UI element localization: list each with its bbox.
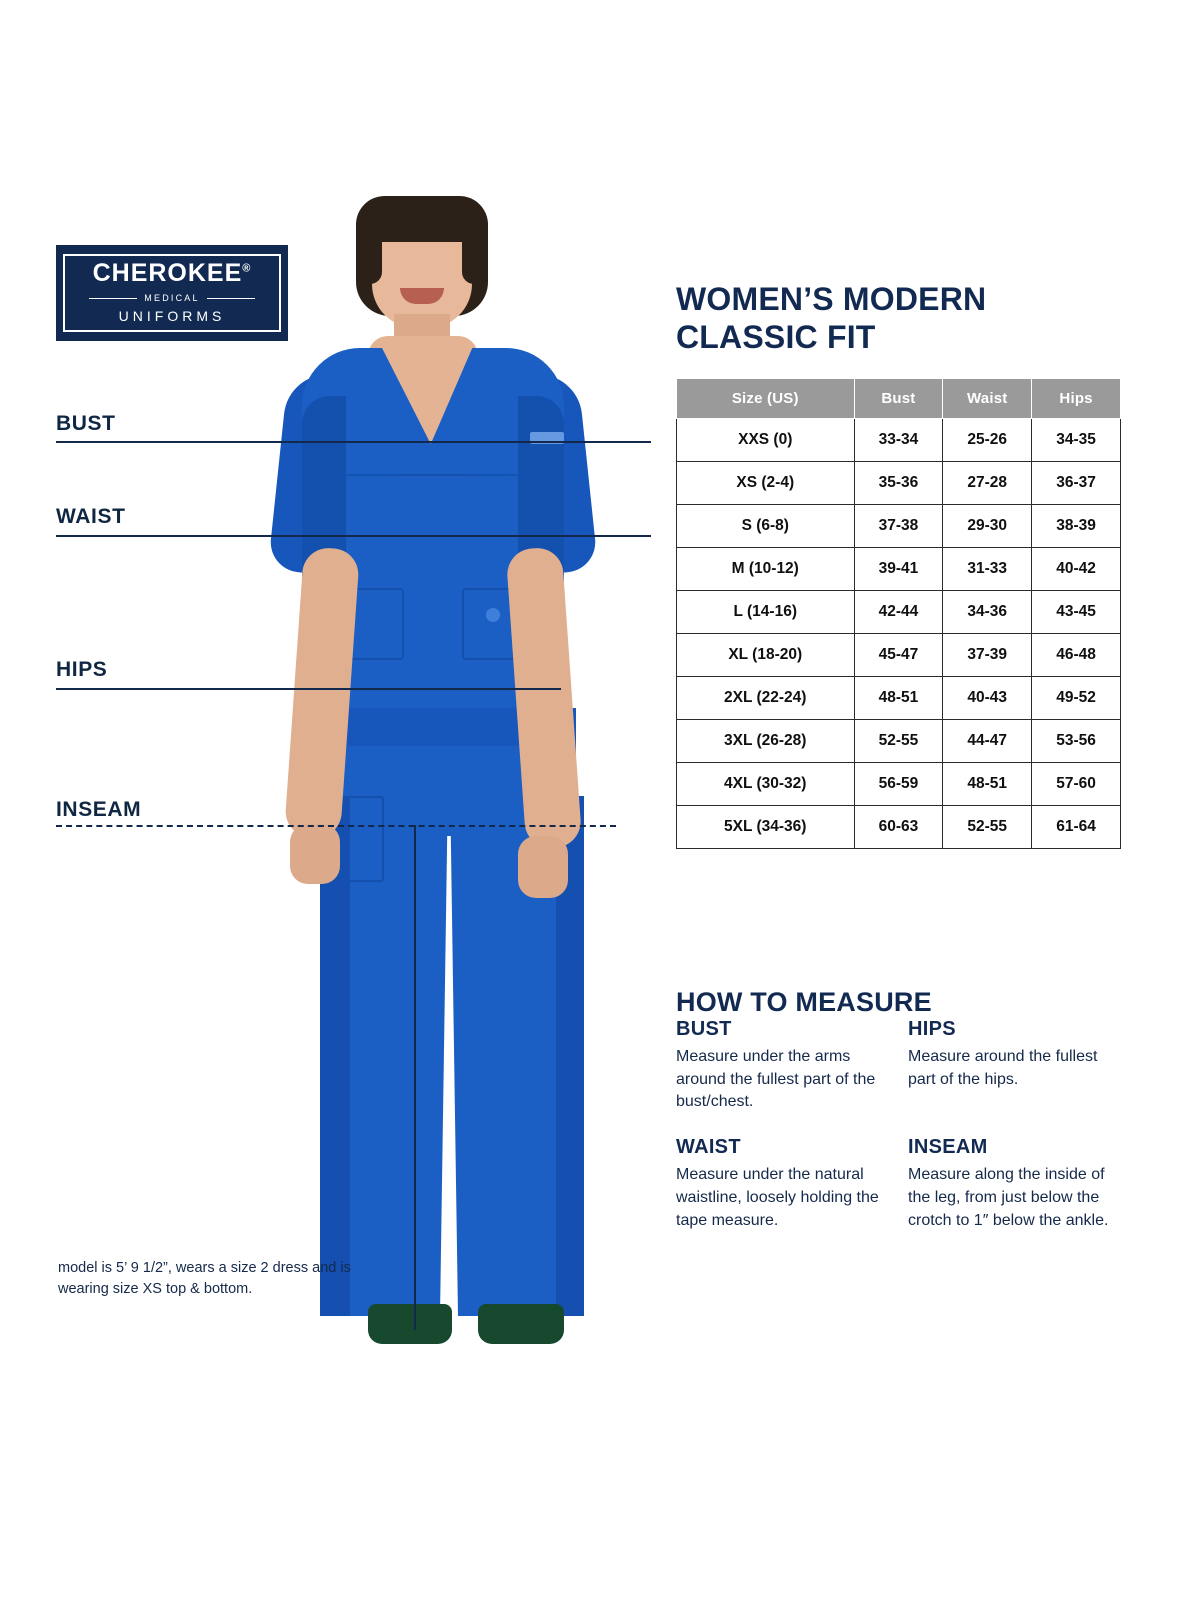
cell-bust: 45-47 <box>854 634 943 677</box>
model-hair-left <box>356 210 382 284</box>
cell-size: 5XL (34-36) <box>677 806 855 849</box>
how-to-measure-bust-text: Measure under the arms around the fullest part of the bust/chest. <box>676 1048 876 1111</box>
logo-rule-left <box>89 298 138 299</box>
logo-medical-text: MEDICAL <box>144 293 200 303</box>
cell-bust: 56-59 <box>854 763 943 806</box>
column-header-waist: Waist <box>943 379 1032 419</box>
cell-hips: 43-45 <box>1032 591 1121 634</box>
scrub-top-pocket-button <box>486 608 500 622</box>
how-to-measure-hips-text: Measure around the fullest part of the hips. <box>908 1048 1098 1088</box>
table-row <box>677 806 1121 849</box>
cell-waist: 34-36 <box>943 591 1032 634</box>
cell-waist: 44-47 <box>943 720 1032 763</box>
size-chart-body <box>677 419 1121 849</box>
table-row <box>677 505 1121 548</box>
column-header-hips: Hips <box>1032 379 1121 419</box>
logo-brand-text: CHEROKEE <box>92 259 243 287</box>
cell-hips: 34-35 <box>1032 419 1121 462</box>
how-to-measure-hips <box>908 1018 1121 1114</box>
scrub-pants-cargo-pocket-left <box>338 796 384 882</box>
table-row <box>677 677 1121 720</box>
cell-waist: 25-26 <box>943 419 1032 462</box>
model-illustration <box>272 196 662 1386</box>
table-row <box>677 634 1121 677</box>
size-chart-header-row <box>677 379 1121 419</box>
model-note: model is 5’ 9 1/2”, wears a size 2 dress and is wearing size XS top & bottom. <box>58 1260 351 1297</box>
cell-size: L (14-16) <box>677 591 855 634</box>
rule-waist <box>56 535 651 537</box>
how-to-measure-waist-text: Measure under the natural waistline, loosely holding the tape measure. <box>676 1166 879 1229</box>
cell-bust: 42-44 <box>854 591 943 634</box>
cell-bust: 60-63 <box>854 806 943 849</box>
cell-size: M (10-12) <box>677 548 855 591</box>
cell-waist: 40-43 <box>943 677 1032 720</box>
label-waist: WAIST <box>56 505 126 528</box>
column-header-bust: Bust <box>854 379 943 419</box>
cell-bust: 48-51 <box>854 677 943 720</box>
logo-brand-name <box>93 261 252 286</box>
how-to-measure-inseam-text: Measure along the inside of the leg, from just below the crotch to 1″ below the ankle. <box>908 1166 1109 1229</box>
cell-size: XL (18-20) <box>677 634 855 677</box>
cell-hips: 49-52 <box>1032 677 1121 720</box>
cell-waist: 31-33 <box>943 548 1032 591</box>
cell-size: XS (2-4) <box>677 462 855 505</box>
how-to-measure-bust <box>676 1018 908 1114</box>
table-row <box>677 419 1121 462</box>
scrub-top-pocket-left <box>350 588 404 660</box>
cell-size: 2XL (22-24) <box>677 677 855 720</box>
cell-bust: 39-41 <box>854 548 943 591</box>
model-shoe-left <box>368 1304 452 1344</box>
table-row <box>677 720 1121 763</box>
logo-rule-right <box>207 298 256 299</box>
size-chart-table <box>676 378 1121 849</box>
cell-size: S (6-8) <box>677 505 855 548</box>
cell-hips: 36-37 <box>1032 462 1121 505</box>
cell-size: 4XL (30-32) <box>677 763 855 806</box>
how-to-measure-grid <box>676 1018 1121 1232</box>
how-to-measure-bust-title: BUST <box>676 1018 732 1040</box>
cell-size: 3XL (26-28) <box>677 720 855 763</box>
how-to-measure-waist <box>676 1136 908 1232</box>
size-chart-head <box>677 379 1121 419</box>
rule-inseam-vertical <box>414 825 416 1330</box>
page-title: WOMEN’S MODERN CLASSIC FIT <box>676 281 987 356</box>
scrub-top-yoke-seam <box>312 474 554 476</box>
rule-bust <box>56 441 651 443</box>
cell-bust: 35-36 <box>854 462 943 505</box>
model-shoe-right <box>478 1304 564 1344</box>
cell-waist: 27-28 <box>943 462 1032 505</box>
cell-hips: 40-42 <box>1032 548 1121 591</box>
cell-hips: 57-60 <box>1032 763 1121 806</box>
logo-registered-mark: ® <box>242 262 252 275</box>
cell-hips: 61-64 <box>1032 806 1121 849</box>
cell-waist: 37-39 <box>943 634 1032 677</box>
how-to-measure-inseam-title: INSEAM <box>908 1136 988 1159</box>
size-info-panel <box>676 0 1136 1600</box>
column-header-size: Size (US) <box>677 379 855 419</box>
table-row <box>677 591 1121 634</box>
model-hair-right <box>462 210 488 284</box>
cell-hips: 46-48 <box>1032 634 1121 677</box>
how-to-measure-hips-title: HIPS <box>908 1018 956 1040</box>
cherokee-logo <box>56 245 288 341</box>
logo-inner-frame <box>63 254 281 332</box>
logo-medical-row <box>89 293 256 303</box>
table-row <box>677 548 1121 591</box>
how-to-measure-waist-title: WAIST <box>676 1136 741 1159</box>
cell-waist: 52-55 <box>943 806 1032 849</box>
model-hand-left <box>290 824 340 884</box>
rule-inseam <box>56 825 616 827</box>
table-row <box>677 763 1121 806</box>
label-bust: BUST <box>56 412 116 435</box>
logo-uniforms-text: UNIFORMS <box>118 308 226 324</box>
cell-bust: 37-38 <box>854 505 943 548</box>
label-hips: HIPS <box>56 658 108 681</box>
cell-waist: 29-30 <box>943 505 1032 548</box>
table-row <box>677 462 1121 505</box>
model-hand-right <box>518 836 568 898</box>
cell-size: XXS (0) <box>677 419 855 462</box>
label-inseam: INSEAM <box>56 798 142 821</box>
rule-hips <box>56 688 561 690</box>
how-to-measure-inseam <box>908 1136 1121 1232</box>
cell-bust: 33-34 <box>854 419 943 462</box>
cell-hips: 38-39 <box>1032 505 1121 548</box>
cell-hips: 53-56 <box>1032 720 1121 763</box>
cell-bust: 52-55 <box>854 720 943 763</box>
how-to-measure-title: HOW TO MEASURE <box>676 987 932 1018</box>
cell-waist: 48-51 <box>943 763 1032 806</box>
